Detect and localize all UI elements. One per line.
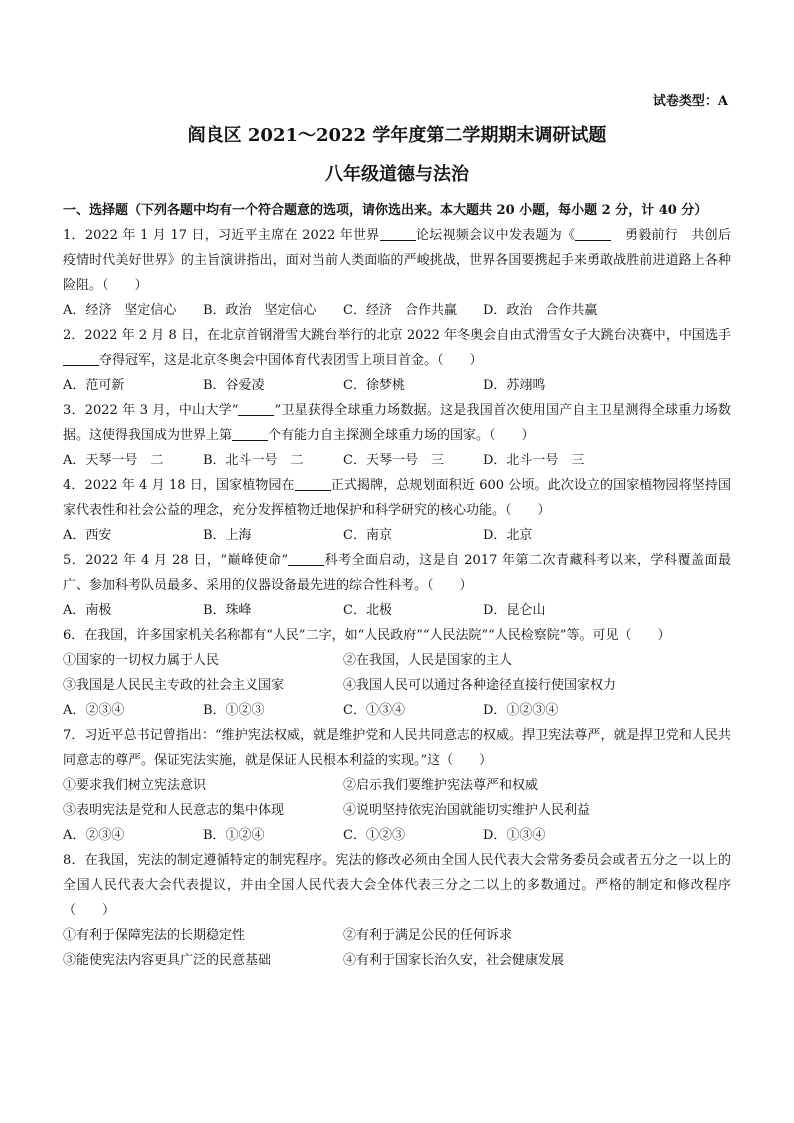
answer-blank: [232, 424, 268, 441]
option-d[interactable]: D．①②③④: [483, 703, 559, 718]
option-d[interactable]: D．①③④: [483, 828, 546, 843]
option-d[interactable]: D．北京: [483, 528, 533, 543]
question-text: 2．2022 年 2 月 8 日，在北京首钢滑雪大跳台举行的北京 2022 年冬奥会自由式滑雪女子大跳台决赛中，中国选手: [63, 328, 731, 343]
option-c[interactable]: C．天琴一号 三: [343, 453, 444, 468]
question-text: 夺得冠军，这是北京冬奥会中国体育代表团雪上项目首金。（ ）: [99, 353, 483, 368]
statements-row: [63, 923, 731, 948]
option-c[interactable]: C．徐梦桃: [343, 378, 405, 393]
options-row: [63, 698, 731, 723]
option-b[interactable]: B．①②③: [203, 703, 265, 718]
option-c[interactable]: C．①②③: [343, 828, 405, 843]
option-c[interactable]: C．南京: [343, 528, 392, 543]
option-a[interactable]: A．天琴一号 二: [63, 453, 164, 468]
option-c[interactable]: C．①③④: [343, 703, 405, 718]
option-a[interactable]: A．范可新: [63, 378, 125, 393]
question-5: [63, 548, 731, 598]
statement-4: ④有利于国家长治久安，社会健康发展: [343, 953, 565, 968]
options-row: [63, 448, 731, 473]
statements-row: [63, 773, 731, 798]
question-text: 4．2022 年 4 月 18 日，国家植物园在: [63, 478, 295, 493]
question-text: 勇毅前行 共创后疫情时代美好世界》的主旨演讲指出，面对当前人类面临的严峻挑战，世界各国要携起手来勇敢战胜前进道路上各种险阻。（ ）: [63, 228, 731, 293]
options-row: [63, 823, 731, 848]
options-row: [63, 298, 731, 323]
statements-row: [63, 648, 731, 673]
paper-type-label: 试卷类型：A: [652, 94, 728, 109]
answer-blank: [575, 224, 611, 241]
answer-blank: [380, 224, 416, 241]
statement-4: ④说明坚持依宪治国就能切实维护人民利益: [343, 803, 591, 818]
statement-3: ③我国是人民民主专政的社会主义国家: [63, 678, 285, 693]
section-heading: 一、选择题（下列各题中均有一个符合题意的选项，请你选出来。本大题共 20 小题，每小题 2 分，计 40 分）: [63, 203, 708, 218]
question-text: 1．2022 年 1 月 17 日，习近平主席在 2022 年世界: [63, 228, 380, 243]
statement-4: ④我国人民可以通过各种途径直接行使国家权力: [343, 678, 617, 693]
options-row: [63, 598, 731, 623]
question-4: [63, 473, 731, 523]
question-2: [63, 323, 731, 373]
statements-row: [63, 798, 731, 823]
option-a[interactable]: A．②③④: [63, 703, 125, 718]
question-1: [63, 223, 731, 298]
option-b[interactable]: B．政治 坚定信心: [203, 303, 317, 318]
option-d[interactable]: D．政治 合作共赢: [483, 303, 598, 318]
question-text: 科考全面启动，这是自 2017 年第二次青藏科考以来，学科覆盖面最广、参加科考队员最多、采用的仪器设备最先进的综合性科考。（ ）: [63, 553, 731, 593]
answer-blank: [238, 399, 274, 416]
statements-row: [63, 948, 731, 973]
option-c[interactable]: C．经济 合作共赢: [343, 303, 457, 318]
question-6: 6．在我国，许多国家机关名称都有“人民”二字，如“人民政府”“人民法院”“人民检察院”等。可见（ ）: [63, 628, 671, 643]
statement-2: ②有利于满足公民的任何诉求: [343, 928, 513, 943]
statement-3: ③表明宪法是党和人民意志的集中体现: [63, 803, 285, 818]
question-text: 5．2022 年 4 月 28 日，“巅峰使命”: [63, 553, 289, 568]
statements-row: [63, 673, 731, 698]
option-b[interactable]: B．①②④: [203, 828, 265, 843]
option-d[interactable]: D．北斗一号 三: [483, 453, 585, 468]
question-3: [63, 398, 731, 448]
option-b[interactable]: B．上海: [203, 528, 252, 543]
statement-2: ②在我国，人民是国家的主人: [343, 653, 513, 668]
option-d[interactable]: D．昆仑山: [483, 603, 546, 618]
option-d[interactable]: D．苏翊鸣: [483, 378, 546, 393]
question-text: 个有能力自主探测全球重力场的国家。（ ）: [268, 428, 535, 443]
option-a[interactable]: A．南极: [63, 603, 112, 618]
question-text: 正式揭牌，总规划面积近 600 公顷。此次设立的国家植物园将坚持国家代表性和社会公益的理念，充分发挥植物迁地保护和科学研究的核心功能。（ ）: [63, 478, 731, 518]
option-b[interactable]: B．谷爱凌: [203, 378, 265, 393]
answer-blank: [295, 474, 331, 491]
answer-blank: [63, 349, 99, 366]
statement-1: ①国家的一切权力属于人民: [63, 653, 220, 668]
statement-1: ①要求我们树立宪法意识: [63, 778, 207, 793]
exam-subtitle: 八年级道德与法治: [325, 164, 469, 185]
option-b[interactable]: B．北斗一号 二: [203, 453, 304, 468]
option-a[interactable]: A．经济 坚定信心: [63, 303, 177, 318]
exam-content: [63, 198, 731, 973]
option-a[interactable]: A．西安: [63, 528, 112, 543]
options-row: [63, 523, 731, 548]
question-8: 8．在我国，宪法的制定遵循特定的制宪程序。宪法的修改必须由全国人民代表大会常务委员会或者五分之一以上的全国人民代表大会代表提议，并由全国人民代表大会全体代表三分之二以上的多数通过。严格的制定和修改程序（ ）: [63, 853, 731, 918]
question-text: 论坛视频会议中发表题为《: [415, 228, 576, 243]
answer-blank: [288, 549, 324, 566]
statement-1: ①有利于保障宪法的长期稳定性: [63, 928, 246, 943]
statement-2: ②启示我们要维护宪法尊严和权威: [343, 778, 539, 793]
question-text: ”卫星获得全球重力场数据。这是我国首次使用国产自主卫星测得全球重力场数据。这使得我国成为世界上第: [63, 403, 731, 443]
option-b[interactable]: B．珠峰: [203, 603, 252, 618]
exam-title: 阎良区 2021～2022 学年度第二学期期末调研试题: [187, 125, 607, 146]
option-a[interactable]: A．②③④: [63, 828, 125, 843]
options-row: [63, 373, 731, 398]
question-text: 3．2022 年 3 月，中山大学“: [63, 403, 239, 418]
question-7: 7．习近平总书记曾指出：“维护宪法权威，就是维护党和人民共同意志的权威。捍卫宪法尊严，就是捍卫党和人民共同意志的尊严。保证宪法实施，就是保证人民根本利益的实现。”这（ ）: [63, 728, 731, 768]
statement-3: ③能使宪法内容更具广泛的民意基础: [63, 953, 272, 968]
option-c[interactable]: C．北极: [343, 603, 392, 618]
